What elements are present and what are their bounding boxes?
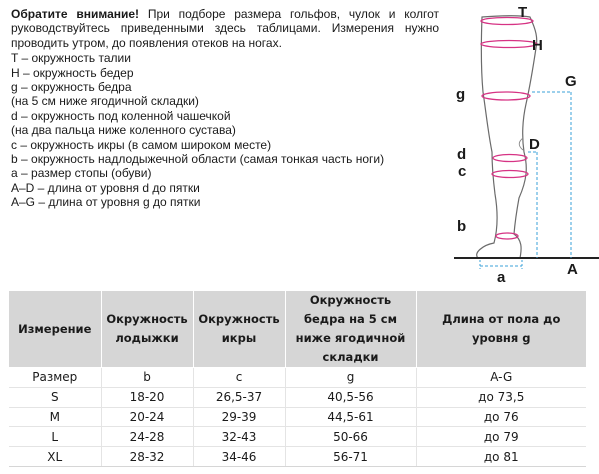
label-thigh-g: g [456, 86, 466, 103]
legend-item: H – окружность бедер [11, 65, 134, 80]
table-cell: c [193, 368, 285, 388]
table-row [9, 447, 586, 467]
table-cell: M [9, 407, 101, 427]
leg-illustration [440, 4, 599, 286]
table-cell: до 81 [416, 447, 586, 467]
table-cell: S [9, 387, 101, 407]
table-cell: 44,5-61 [285, 407, 416, 427]
table-cell: 24-28 [101, 427, 193, 447]
header-calf: Окружность икры [193, 291, 285, 368]
table-cell: XL [9, 447, 101, 467]
intro-paragraph [11, 7, 439, 50]
table-cell: 20-24 [101, 407, 193, 427]
table-cell: 18-20 [101, 387, 193, 407]
legend-item: d – окружность под коленной чашечкой [11, 108, 231, 123]
legend-item: T – окружность талии [11, 51, 131, 66]
legend-item: A–D – длина от уровня d до пятки [11, 180, 200, 195]
table-cell: b [101, 368, 193, 388]
label-floor-A: A [567, 261, 578, 278]
header-ankle: Окружность лодыжки [101, 291, 193, 368]
label-foot-a: a [497, 269, 506, 286]
size-table [9, 291, 586, 467]
table-header-row [9, 291, 586, 368]
table-row [9, 368, 586, 388]
table-row [9, 407, 586, 427]
measurement-notes [11, 7, 439, 210]
legend-item: g – окружность бедра [11, 80, 132, 95]
label-below-knee-d: d [457, 146, 467, 163]
table-cell: 50-66 [285, 427, 416, 447]
label-ankle-b: b [457, 218, 467, 235]
legend-item: a – размер стопы (обуви) [11, 166, 152, 181]
legend-item: c – окружность икры (в самом широком месте) [11, 137, 272, 152]
table-cell: до 73,5 [416, 387, 586, 407]
legend-item: A–G – длина от уровня g до пятки [11, 195, 201, 210]
label-level-D: D [529, 136, 540, 153]
legend-item: (на два пальца ниже коленного сустава) [11, 123, 236, 138]
intro-text: При подборе размера гольфов, чулок и колгот руководствуйтесь приведенными здесь таблицами. Измерения нужно проводить утром, до появления отеков на ногах. [11, 7, 440, 50]
table-cell: g [285, 368, 416, 388]
table-cell: 40,5-56 [285, 387, 416, 407]
label-level-G: G [565, 73, 577, 90]
table-cell: 26,5-37 [193, 387, 285, 407]
table-cell: 29-39 [193, 407, 285, 427]
table-cell: 28-32 [101, 447, 193, 467]
table-cell: 32-43 [193, 427, 285, 447]
table-cell: до 76 [416, 407, 586, 427]
table-row [9, 387, 586, 407]
header-thigh: Окружность бедра на 5 см ниже ягодичной складки [285, 291, 416, 368]
label-waist-T: T [518, 4, 528, 21]
header-length: Длина от пола до уровня g [416, 291, 586, 368]
table-cell: 34-46 [193, 447, 285, 467]
intro-attention: Обратите внимание! [11, 7, 140, 21]
table-cell: до 79 [416, 427, 586, 447]
table-row [9, 427, 586, 447]
label-hip-H: H [532, 37, 543, 54]
legend-item: b – окружность надлодыжечной области (самая тонкая часть ноги) [11, 152, 385, 167]
legend-item: (на 5 см ниже ягодичной складки) [11, 94, 199, 109]
table-cell: A-G [416, 368, 586, 388]
header-measurement: Измерение [9, 291, 101, 368]
leg-outline [477, 16, 537, 258]
label-calf-c: c [458, 163, 467, 180]
table-cell: Размер [9, 368, 101, 388]
table-cell: 56-71 [285, 447, 416, 467]
leg-measurement-diagram [440, 4, 599, 286]
table-cell: L [9, 427, 101, 447]
